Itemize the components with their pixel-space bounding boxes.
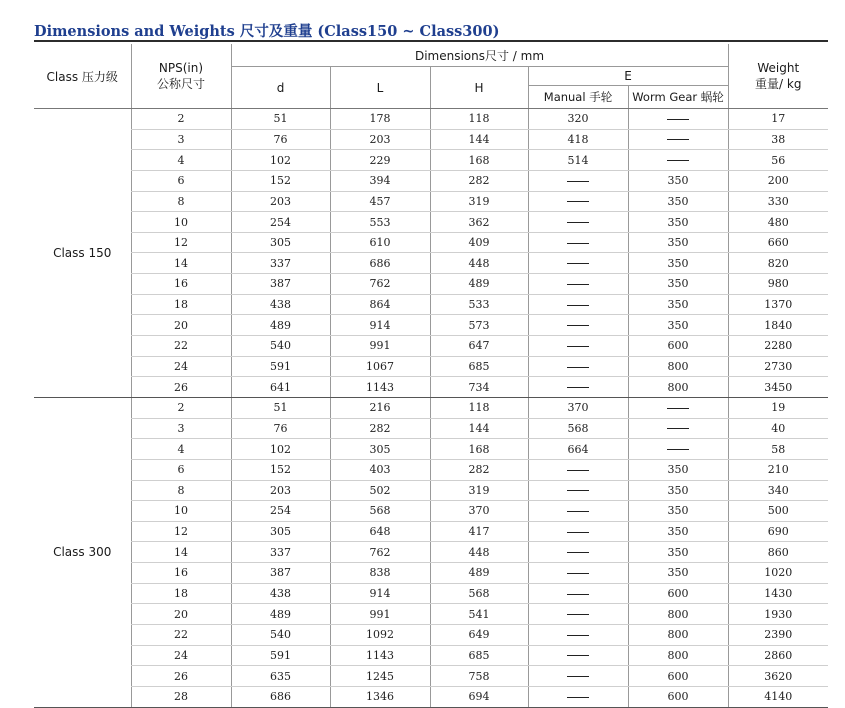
cell-weight: 1930 — [728, 604, 828, 625]
table-body — [34, 109, 828, 708]
cell-worm: 350 — [628, 521, 728, 542]
cell-H: 758 — [430, 666, 528, 687]
dash-mark — [567, 697, 589, 698]
table-row — [34, 686, 828, 707]
cell-worm-not-applicable — [628, 109, 728, 130]
cell-weight: 500 — [728, 501, 828, 522]
cell-L: 1346 — [330, 686, 430, 707]
cell-L: 610 — [330, 232, 430, 253]
cell-worm: 350 — [628, 212, 728, 233]
header-H: H — [430, 67, 528, 109]
class-group-label: Class 150 — [34, 109, 131, 398]
cell-manual-not-applicable — [528, 315, 628, 336]
cell-nps: 20 — [131, 604, 231, 625]
cell-d: 102 — [231, 439, 330, 460]
cell-weight: 38 — [728, 129, 828, 150]
cell-manual-not-applicable — [528, 170, 628, 191]
table-row — [34, 418, 828, 439]
cell-weight: 980 — [728, 274, 828, 295]
cell-H: 541 — [430, 604, 528, 625]
cell-manual: 514 — [528, 150, 628, 171]
cell-nps: 26 — [131, 666, 231, 687]
table-row — [34, 583, 828, 604]
cell-worm-not-applicable — [628, 150, 728, 171]
table-row — [34, 109, 828, 130]
cell-worm: 350 — [628, 253, 728, 274]
cell-weight: 3450 — [728, 377, 828, 398]
cell-worm: 350 — [628, 191, 728, 212]
cell-H: 118 — [430, 109, 528, 130]
cell-weight: 17 — [728, 109, 828, 130]
cell-weight: 820 — [728, 253, 828, 274]
cell-weight: 1020 — [728, 563, 828, 584]
cell-H: 649 — [430, 625, 528, 646]
cell-manual-not-applicable — [528, 604, 628, 625]
cell-nps: 24 — [131, 356, 231, 377]
cell-L: 914 — [330, 583, 430, 604]
cell-d: 641 — [231, 377, 330, 398]
cell-d: 540 — [231, 625, 330, 646]
dash-mark — [667, 449, 689, 450]
dash-mark — [567, 552, 589, 553]
cell-worm-not-applicable — [628, 129, 728, 150]
dash-mark — [567, 470, 589, 471]
cell-H: 168 — [430, 150, 528, 171]
cell-L: 991 — [330, 604, 430, 625]
cell-weight: 330 — [728, 191, 828, 212]
cell-worm: 350 — [628, 563, 728, 584]
cell-d: 337 — [231, 542, 330, 563]
cell-d: 203 — [231, 191, 330, 212]
cell-manual: 370 — [528, 397, 628, 418]
table-row — [34, 253, 828, 274]
dash-mark — [667, 119, 689, 120]
cell-weight: 660 — [728, 232, 828, 253]
table-header — [34, 44, 828, 109]
cell-d: 76 — [231, 418, 330, 439]
cell-nps: 3 — [131, 129, 231, 150]
cell-worm: 350 — [628, 459, 728, 480]
cell-worm-not-applicable — [628, 418, 728, 439]
cell-d: 387 — [231, 274, 330, 295]
cell-weight: 480 — [728, 212, 828, 233]
cell-L: 229 — [330, 150, 430, 171]
cell-manual-not-applicable — [528, 336, 628, 357]
cell-H: 417 — [430, 521, 528, 542]
cell-nps: 8 — [131, 191, 231, 212]
cell-weight: 58 — [728, 439, 828, 460]
cell-nps: 28 — [131, 686, 231, 707]
cell-d: 635 — [231, 666, 330, 687]
cell-worm: 350 — [628, 294, 728, 315]
cell-H: 362 — [430, 212, 528, 233]
cell-L: 686 — [330, 253, 430, 274]
cell-worm: 800 — [628, 604, 728, 625]
cell-manual-not-applicable — [528, 563, 628, 584]
dash-mark — [667, 139, 689, 140]
dash-mark — [567, 222, 589, 223]
cell-weight: 3620 — [728, 666, 828, 687]
cell-manual-not-applicable — [528, 274, 628, 295]
cell-L: 282 — [330, 418, 430, 439]
dash-mark — [567, 263, 589, 264]
header-weight-line2: 重量/ kg — [755, 76, 802, 91]
header-E: E — [528, 67, 728, 86]
table-row — [34, 625, 828, 646]
table-row — [34, 212, 828, 233]
cell-manual-not-applicable — [528, 212, 628, 233]
cell-nps: 6 — [131, 459, 231, 480]
cell-nps: 2 — [131, 109, 231, 130]
cell-nps: 22 — [131, 336, 231, 357]
cell-d: 254 — [231, 212, 330, 233]
cell-worm: 350 — [628, 542, 728, 563]
cell-H: 489 — [430, 563, 528, 584]
cell-manual-not-applicable — [528, 666, 628, 687]
table-row — [34, 397, 828, 418]
cell-L: 216 — [330, 397, 430, 418]
cell-weight: 4140 — [728, 686, 828, 707]
cell-weight: 2280 — [728, 336, 828, 357]
dash-mark — [567, 490, 589, 491]
cell-weight: 690 — [728, 521, 828, 542]
dash-mark — [567, 614, 589, 615]
dash-mark — [567, 532, 589, 533]
cell-worm: 350 — [628, 315, 728, 336]
cell-nps: 20 — [131, 315, 231, 336]
cell-weight: 1840 — [728, 315, 828, 336]
header-d: d — [231, 67, 330, 109]
cell-worm: 800 — [628, 645, 728, 666]
cell-weight: 1370 — [728, 294, 828, 315]
cell-nps: 10 — [131, 212, 231, 233]
cell-nps: 26 — [131, 377, 231, 398]
cell-nps: 14 — [131, 253, 231, 274]
cell-d: 305 — [231, 232, 330, 253]
cell-worm: 600 — [628, 336, 728, 357]
cell-L: 762 — [330, 274, 430, 295]
table-row — [34, 356, 828, 377]
cell-H: 694 — [430, 686, 528, 707]
cell-nps: 16 — [131, 274, 231, 295]
cell-H: 568 — [430, 583, 528, 604]
cell-L: 178 — [330, 109, 430, 130]
cell-d: 152 — [231, 459, 330, 480]
cell-d: 489 — [231, 604, 330, 625]
cell-d: 76 — [231, 129, 330, 150]
cell-nps: 10 — [131, 501, 231, 522]
dash-mark — [567, 305, 589, 306]
cell-weight: 1430 — [728, 583, 828, 604]
cell-nps: 12 — [131, 232, 231, 253]
cell-manual-not-applicable — [528, 459, 628, 480]
cell-worm: 600 — [628, 583, 728, 604]
dash-mark — [667, 428, 689, 429]
cell-manual-not-applicable — [528, 645, 628, 666]
cell-d: 438 — [231, 583, 330, 604]
cell-worm: 800 — [628, 377, 728, 398]
cell-d: 686 — [231, 686, 330, 707]
class-group-label: Class 300 — [34, 397, 131, 707]
cell-d: 387 — [231, 563, 330, 584]
cell-H: 118 — [430, 397, 528, 418]
cell-manual-not-applicable — [528, 377, 628, 398]
cell-H: 734 — [430, 377, 528, 398]
cell-manual-not-applicable — [528, 191, 628, 212]
cell-worm: 800 — [628, 356, 728, 377]
cell-H: 282 — [430, 170, 528, 191]
table-row — [34, 150, 828, 171]
header-L: L — [330, 67, 430, 109]
cell-worm-not-applicable — [628, 397, 728, 418]
cell-manual-not-applicable — [528, 625, 628, 646]
cell-manual-not-applicable — [528, 686, 628, 707]
cell-H: 282 — [430, 459, 528, 480]
cell-L: 1245 — [330, 666, 430, 687]
table-row — [34, 501, 828, 522]
cell-weight: 2860 — [728, 645, 828, 666]
dash-mark — [567, 325, 589, 326]
top-rule — [34, 40, 828, 42]
cell-L: 991 — [330, 336, 430, 357]
cell-H: 448 — [430, 253, 528, 274]
header-worm: Worm Gear 蜗轮 — [628, 86, 728, 109]
cell-nps: 3 — [131, 418, 231, 439]
cell-L: 457 — [330, 191, 430, 212]
cell-L: 648 — [330, 521, 430, 542]
cell-d: 254 — [231, 501, 330, 522]
cell-manual-not-applicable — [528, 356, 628, 377]
header-manual: Manual 手轮 — [528, 86, 628, 109]
cell-H: 685 — [430, 356, 528, 377]
table-row — [34, 377, 828, 398]
cell-L: 914 — [330, 315, 430, 336]
cell-worm: 600 — [628, 666, 728, 687]
cell-L: 502 — [330, 480, 430, 501]
cell-weight: 340 — [728, 480, 828, 501]
cell-L: 553 — [330, 212, 430, 233]
cell-L: 1143 — [330, 377, 430, 398]
dash-mark — [567, 181, 589, 182]
cell-manual: 568 — [528, 418, 628, 439]
cell-manual-not-applicable — [528, 294, 628, 315]
table-row — [34, 170, 828, 191]
cell-H: 168 — [430, 439, 528, 460]
table-row — [34, 274, 828, 295]
cell-d: 51 — [231, 397, 330, 418]
dash-mark — [567, 243, 589, 244]
cell-L: 403 — [330, 459, 430, 480]
cell-L: 838 — [330, 563, 430, 584]
cell-manual-not-applicable — [528, 480, 628, 501]
header-nps-line2: 公称尺寸 — [156, 76, 205, 91]
table-row — [34, 604, 828, 625]
cell-weight: 860 — [728, 542, 828, 563]
cell-weight: 2730 — [728, 356, 828, 377]
cell-L: 1092 — [330, 625, 430, 646]
header-nps-line1: NPS(in) — [158, 60, 204, 75]
cell-nps: 6 — [131, 170, 231, 191]
cell-nps: 16 — [131, 563, 231, 584]
dimensions-table — [34, 44, 828, 708]
cell-worm: 350 — [628, 480, 728, 501]
cell-nps: 24 — [131, 645, 231, 666]
cell-H: 319 — [430, 191, 528, 212]
cell-H: 573 — [430, 315, 528, 336]
cell-manual-not-applicable — [528, 521, 628, 542]
table-row — [34, 191, 828, 212]
cell-d: 591 — [231, 645, 330, 666]
cell-worm: 350 — [628, 170, 728, 191]
cell-H: 319 — [430, 480, 528, 501]
table-row — [34, 542, 828, 563]
page-title: Dimensions and Weights 尺寸及重量 (Class150 ~ Class300) — [34, 23, 500, 40]
table-row — [34, 666, 828, 687]
cell-d: 591 — [231, 356, 330, 377]
dash-mark — [567, 284, 589, 285]
cell-L: 568 — [330, 501, 430, 522]
cell-H: 647 — [430, 336, 528, 357]
header-dimensions: Dimensions尺寸 / mm — [231, 44, 728, 67]
cell-worm: 600 — [628, 686, 728, 707]
table-row — [34, 294, 828, 315]
cell-d: 102 — [231, 150, 330, 171]
cell-worm: 350 — [628, 274, 728, 295]
cell-nps: 14 — [131, 542, 231, 563]
cell-d: 438 — [231, 294, 330, 315]
cell-d: 337 — [231, 253, 330, 274]
cell-nps: 8 — [131, 480, 231, 501]
cell-L: 1143 — [330, 645, 430, 666]
cell-L: 305 — [330, 439, 430, 460]
table-row — [34, 129, 828, 150]
cell-manual-not-applicable — [528, 583, 628, 604]
table-row — [34, 232, 828, 253]
cell-d: 305 — [231, 521, 330, 542]
table-row — [34, 459, 828, 480]
header-nps — [131, 44, 231, 109]
dash-mark — [567, 655, 589, 656]
cell-H: 370 — [430, 501, 528, 522]
cell-worm: 350 — [628, 501, 728, 522]
header-weight-line1: Weight — [757, 60, 800, 75]
cell-L: 1067 — [330, 356, 430, 377]
dash-mark — [567, 635, 589, 636]
cell-L: 864 — [330, 294, 430, 315]
cell-manual: 418 — [528, 129, 628, 150]
cell-manual-not-applicable — [528, 501, 628, 522]
header-weight — [728, 44, 828, 109]
cell-worm: 350 — [628, 232, 728, 253]
dash-mark — [567, 201, 589, 202]
cell-weight: 200 — [728, 170, 828, 191]
cell-nps: 22 — [131, 625, 231, 646]
cell-L: 203 — [330, 129, 430, 150]
table-row — [34, 563, 828, 584]
cell-H: 409 — [430, 232, 528, 253]
cell-nps: 2 — [131, 397, 231, 418]
cell-d: 540 — [231, 336, 330, 357]
dash-mark — [567, 387, 589, 388]
cell-nps: 18 — [131, 583, 231, 604]
cell-L: 762 — [330, 542, 430, 563]
cell-weight: 56 — [728, 150, 828, 171]
header-class: Class 压力级 — [34, 44, 131, 109]
cell-H: 685 — [430, 645, 528, 666]
cell-nps: 4 — [131, 150, 231, 171]
cell-d: 51 — [231, 109, 330, 130]
cell-manual-not-applicable — [528, 253, 628, 274]
dash-mark — [667, 408, 689, 409]
cell-nps: 18 — [131, 294, 231, 315]
dash-mark — [667, 160, 689, 161]
dash-mark — [567, 676, 589, 677]
cell-d: 203 — [231, 480, 330, 501]
cell-worm-not-applicable — [628, 439, 728, 460]
table-row — [34, 521, 828, 542]
cell-H: 448 — [430, 542, 528, 563]
dash-mark — [567, 573, 589, 574]
table-row — [34, 336, 828, 357]
cell-L: 394 — [330, 170, 430, 191]
cell-manual: 320 — [528, 109, 628, 130]
dash-mark — [567, 346, 589, 347]
cell-weight: 2390 — [728, 625, 828, 646]
cell-nps: 4 — [131, 439, 231, 460]
cell-d: 152 — [231, 170, 330, 191]
table-row — [34, 480, 828, 501]
cell-weight: 210 — [728, 459, 828, 480]
cell-manual-not-applicable — [528, 232, 628, 253]
cell-nps: 12 — [131, 521, 231, 542]
cell-H: 489 — [430, 274, 528, 295]
dash-mark — [567, 594, 589, 595]
cell-manual: 664 — [528, 439, 628, 460]
cell-H: 144 — [430, 129, 528, 150]
dash-mark — [567, 367, 589, 368]
cell-d: 489 — [231, 315, 330, 336]
cell-weight: 19 — [728, 397, 828, 418]
cell-worm: 800 — [628, 625, 728, 646]
table-row — [34, 315, 828, 336]
dash-mark — [567, 511, 589, 512]
table-row — [34, 439, 828, 460]
cell-H: 144 — [430, 418, 528, 439]
cell-H: 533 — [430, 294, 528, 315]
cell-manual-not-applicable — [528, 542, 628, 563]
cell-weight: 40 — [728, 418, 828, 439]
table-row — [34, 645, 828, 666]
